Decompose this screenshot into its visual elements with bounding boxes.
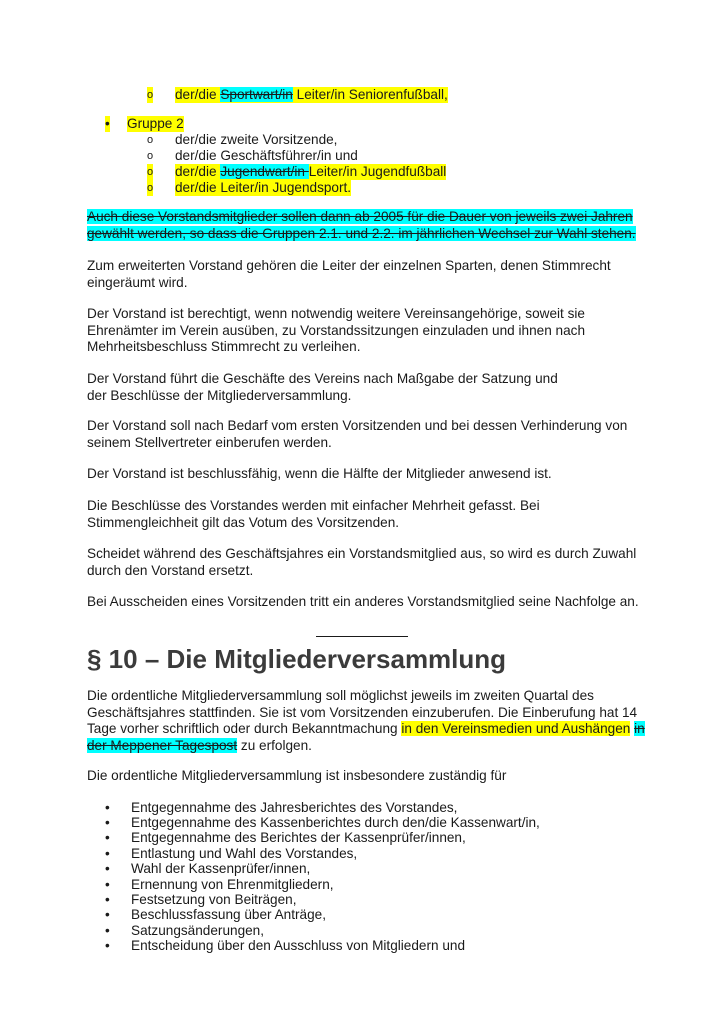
bullet-marker: • bbox=[105, 846, 110, 861]
list-item-text bbox=[175, 164, 446, 180]
list-item-text: der/die zweite Vorsitzende, bbox=[175, 132, 338, 147]
paragraph-convocation bbox=[87, 688, 647, 754]
bullet-marker: • bbox=[105, 938, 110, 953]
sub-bullet-marker: o bbox=[147, 166, 154, 178]
list-item-text bbox=[175, 87, 448, 103]
list-item-text: der/die Geschäftsführer/in und bbox=[175, 148, 358, 163]
struck-paragraph bbox=[87, 209, 647, 242]
sub-bullet-marker: o bbox=[147, 134, 154, 146]
bullet-marker: • bbox=[105, 923, 110, 938]
sub-bullet-marker: o bbox=[147, 150, 154, 162]
list-item-text: Ernennung von Ehrenmitgliedern, bbox=[131, 877, 334, 892]
struck-text: Sportwart/in bbox=[220, 87, 293, 102]
paragraph: Bei Ausscheiden eines Vorsitzenden tritt ein anderes Vorstandsmitglied seine Nachfolge an. bbox=[87, 594, 639, 609]
item-suffix: Leiter/in Seniorenfußball, bbox=[292, 87, 448, 102]
bullet-marker: • bbox=[105, 861, 110, 876]
group2-label: Gruppe 2 bbox=[127, 116, 184, 131]
struck-text: in der Meppener Tagespost bbox=[87, 721, 645, 753]
inserted-text: in den Vereinsmedien und Aushängen bbox=[401, 721, 631, 736]
list-item-text: der/die Leiter/in Jugendsport. bbox=[175, 180, 352, 195]
item-prefix: der/die bbox=[175, 87, 221, 102]
paragraph: Der Vorstand ist beschlussfähig, wenn die Hälfte der Mitglieder anwesend ist. bbox=[87, 466, 552, 481]
paragraph: Scheidet während des Geschäftsjahres ein Vorstandsmitglied aus, so wird es durch Zuwahl durch den Vorstand ersetzt. bbox=[87, 546, 637, 578]
struck-text: Jugendwart/in bbox=[220, 164, 309, 179]
paragraph: Zum erweiterten Vorstand gehören die Leiter der einzelnen Sparten, denen Stimmrecht eingeräumt wird. bbox=[87, 258, 611, 290]
bullet-marker: • bbox=[105, 877, 110, 892]
paragraph: Der Vorstand führt die Geschäfte des Vereins nach Maßgabe der Satzung und der Beschlüsse der Mitgliederversammlung. bbox=[87, 371, 558, 403]
convocation-text: Die ordentliche Mitgliederversammlung soll möglichst jeweils im zweiten Quartal des Geschäftsjahres stattfinden. Sie ist vom Vorsitzenden einzuberufen. Die Einberufung hat 14 Tage vorher schriftlich oder durch Bekanntmachung bbox=[87, 688, 638, 736]
item-prefix: der/die bbox=[175, 164, 221, 179]
struck-paragraph-text: Auch diese Vorstandsmitglieder sollen dann ab 2005 für die Dauer von jeweils zwei Jahren gewählt werden, so dass die Gruppen 2.1. und 2.2. im jährlichen Wechsel zur Wahl stehen. bbox=[87, 209, 636, 241]
bullet-marker: • bbox=[105, 815, 110, 830]
list-item-text: Satzungsänderungen, bbox=[131, 923, 265, 938]
sub-bullet-marker: o bbox=[147, 182, 154, 194]
paragraph: Die Beschlüsse des Vorstandes werden mit einfacher Mehrheit gefasst. Bei Stimmengleichheit gilt das Votum des Vorsitzenden. bbox=[87, 498, 540, 530]
bullet-marker: • bbox=[105, 800, 110, 815]
list-item-text: Entgegennahme des Berichtes der Kassenprüfer/innen, bbox=[131, 830, 466, 845]
bullet-marker: • bbox=[105, 892, 110, 907]
list-item-text: Entscheidung über den Ausschluss von Mitgliedern und bbox=[131, 938, 466, 953]
bullet-marker: • bbox=[105, 830, 110, 845]
bullet-marker: • bbox=[105, 116, 110, 131]
list-item-text: Festsetzung von Beiträgen, bbox=[131, 892, 297, 907]
section-divider bbox=[316, 636, 408, 637]
list-item-text: Beschlussfassung über Anträge, bbox=[131, 907, 326, 922]
list-item-text: Entlastung und Wahl des Vorstandes, bbox=[131, 846, 358, 861]
item-suffix: Leiter/in Jugendfußball bbox=[308, 164, 447, 179]
paragraph: Die ordentliche Mitgliederversammlung ist insbesondere zuständig für bbox=[87, 768, 507, 783]
paragraph: Der Vorstand soll nach Bedarf vom ersten Vorsitzenden und bei dessen Verhinderung von seinem Stellvertreter einberufen werden. bbox=[87, 418, 628, 450]
convocation-tail: zu erfolgen. bbox=[237, 737, 312, 753]
bullet-marker: • bbox=[105, 907, 110, 922]
section-heading: § 10 – Die Mitgliederversammlung bbox=[87, 644, 507, 674]
paragraph: Der Vorstand ist berechtigt, wenn notwendig weitere Vereinsangehörige, soweit sie Ehrenämter im Verein ausüben, zu Vorstandssitzungen einzuladen und ihnen nach Mehrheitsbeschluss Stimmrecht zu verleihen. bbox=[87, 306, 586, 354]
sub-bullet-marker: o bbox=[147, 89, 154, 101]
list-item-text: Entgegennahme des Kassenberichtes durch den/die Kassenwart/in, bbox=[131, 815, 540, 830]
list-item-text: Wahl der Kassenprüfer/innen, bbox=[131, 861, 311, 876]
list-item-text: Entgegennahme des Jahresberichtes des Vorstandes, bbox=[131, 800, 458, 815]
